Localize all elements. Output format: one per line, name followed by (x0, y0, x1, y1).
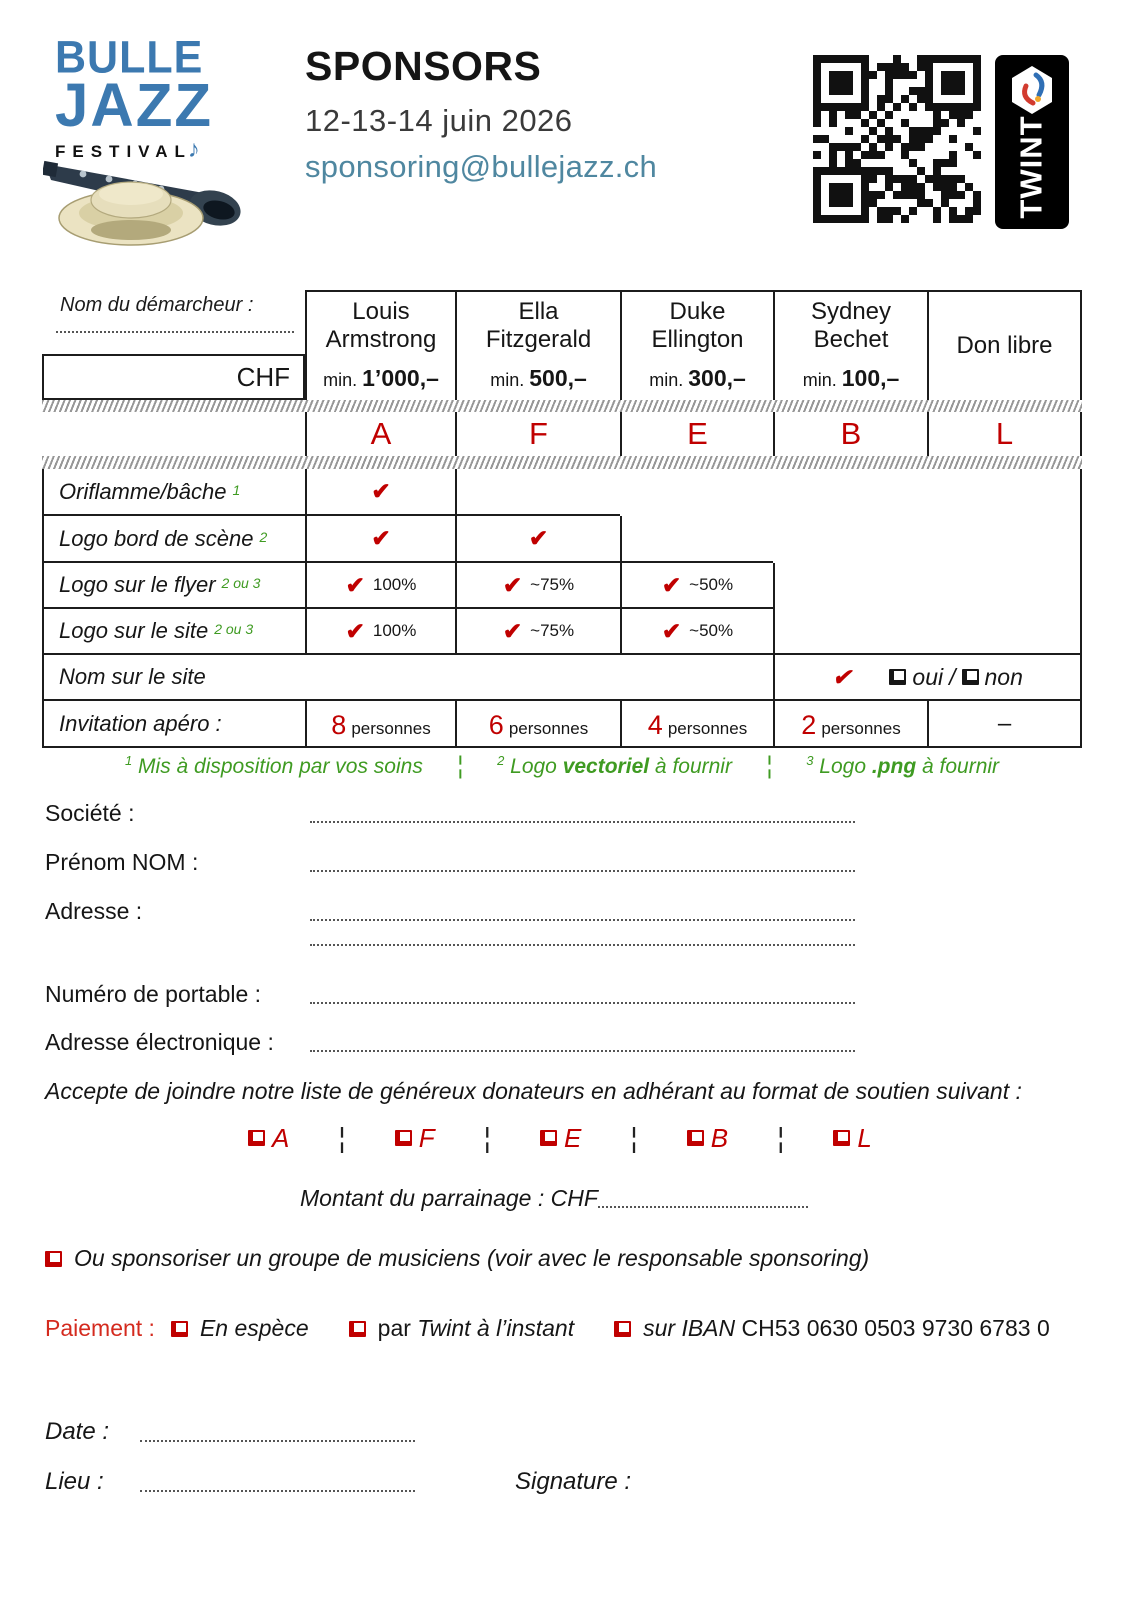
check-icon: ✔ (528, 525, 549, 551)
row-bord-de-scene (42, 516, 1082, 563)
check-icon: ✔ (502, 617, 523, 644)
field-prenom-nom (45, 849, 855, 876)
row-label-text: Invitation apéro : (59, 710, 222, 736)
event-dates: 12-13-14 juin 2026 (305, 103, 573, 139)
field-email (45, 1029, 855, 1056)
option-b[interactable] (687, 1123, 728, 1154)
field-adresse-2 (310, 944, 855, 950)
field-societe (45, 800, 855, 827)
footnote-bold: .png (871, 755, 917, 778)
row-logo-site (42, 609, 1082, 655)
letters-row (42, 412, 1082, 456)
group-sponsor-row (45, 1245, 869, 1272)
email-input-line[interactable] (310, 1050, 855, 1052)
option-separator: ¦ (630, 1122, 638, 1153)
option-separator: ¦ (483, 1122, 491, 1153)
clarinet-hat-image (43, 135, 255, 250)
option-f-checkbox[interactable] (395, 1130, 412, 1146)
min-value: 1’000,– (362, 365, 439, 391)
option-f[interactable] (395, 1123, 435, 1154)
email-label: Adresse électronique : (45, 1029, 274, 1055)
footnote-separator: ¦ (456, 752, 464, 779)
pay-twint-pre: par (377, 1315, 418, 1341)
option-e-label: E (563, 1122, 582, 1153)
oui-non-cell (773, 655, 1082, 701)
check-cell (455, 516, 620, 563)
twint-qr-code (806, 48, 988, 230)
row-label (42, 563, 305, 609)
letter-a: A (305, 412, 455, 456)
sponsor-name (811, 298, 891, 353)
guest-unit: personnes (351, 719, 431, 738)
min-value: 500,– (529, 365, 587, 391)
footnote-text: Logo (819, 755, 872, 778)
apero-cell-dash: – (927, 701, 1082, 748)
letter-f: F (455, 412, 620, 456)
footnote-marker: 1 (232, 481, 241, 498)
check-cell (305, 609, 455, 655)
footnote-2 (497, 753, 732, 779)
empty-cell (620, 516, 773, 563)
row-label-text: Logo sur le flyer (59, 572, 216, 597)
check-cell (620, 609, 773, 655)
row-label-text: Logo bord de scène (59, 525, 254, 551)
check-icon: ✔ (345, 617, 365, 644)
column-header-don-libre (927, 290, 1082, 400)
column-header-ellington (620, 290, 773, 400)
option-a[interactable] (248, 1123, 289, 1154)
row-nom-site (42, 655, 1082, 701)
row-flyer (42, 563, 1082, 609)
footnote-bold: vectoriel (562, 755, 650, 778)
check-icon: ✔ (661, 571, 682, 598)
field-portable (45, 981, 855, 1008)
payment-row (45, 1315, 1050, 1342)
apero-cell (773, 701, 927, 748)
name-line2: Fitzgerald (485, 325, 592, 353)
iban-number: CH53 0630 0503 9730 6783 0 (741, 1315, 1050, 1341)
logo-text-jazz: JAZZ (55, 70, 213, 139)
footnote-text: à fournir (916, 755, 1000, 778)
column-header-bechet (773, 290, 927, 400)
lieu-label: Lieu : (45, 1468, 104, 1495)
min-prefix: min. (649, 370, 684, 390)
option-separator: ¦ (777, 1122, 785, 1153)
lieu-input-line[interactable] (140, 1490, 415, 1492)
logo-text-bulle: BULLE (55, 32, 204, 84)
option-l[interactable] (833, 1123, 871, 1154)
guest-count: 4 (647, 710, 663, 740)
twint-badge (995, 55, 1069, 229)
letter-b: B (773, 412, 927, 456)
prenom-label: Prénom NOM : (45, 849, 199, 875)
row-label (42, 609, 305, 655)
option-e-checkbox[interactable] (540, 1130, 557, 1146)
percent-value: ~50% (689, 575, 734, 594)
chf-label: CHF (236, 361, 290, 392)
chf-box (42, 354, 305, 400)
portable-input-line[interactable] (310, 1002, 855, 1004)
hatch-divider (42, 400, 1082, 412)
date-label: Date : (45, 1418, 110, 1445)
row-label (42, 469, 305, 516)
demarcheur-cell (42, 290, 305, 400)
min-prefix: min. (490, 370, 525, 390)
footnote-text: Mis à disposition par vos soins (138, 755, 423, 778)
check-cell (455, 609, 620, 655)
check-icon: ✔ (371, 478, 391, 504)
footnote-sup: 3 (806, 753, 814, 768)
montant-row (300, 1185, 808, 1212)
check-icon: ✔ (832, 663, 852, 690)
min-value: 100,– (841, 365, 900, 391)
footnote-sup: 2 (497, 753, 505, 768)
name-line2: Ellington (651, 325, 744, 353)
row-label (42, 516, 305, 563)
footnote-text: à fournir (649, 755, 732, 778)
empty-cell (773, 609, 1082, 655)
column-header-armstrong (305, 290, 455, 400)
pay-cash-checkbox[interactable] (171, 1321, 188, 1337)
sponsor-name (651, 298, 743, 353)
logo-festival-word: FESTIVAL (55, 141, 192, 161)
option-a-checkbox[interactable] (248, 1130, 265, 1146)
row-label (42, 655, 773, 701)
adresse-input-line-2[interactable] (310, 944, 855, 946)
letter-l: L (927, 412, 1082, 456)
pay-twint-label (378, 1315, 574, 1342)
name-line1: Louis (352, 298, 410, 325)
adresse-input-line[interactable] (310, 919, 855, 921)
pay-twint-checkbox[interactable] (349, 1321, 366, 1337)
apero-cell (620, 701, 773, 748)
pay-iban-checkbox[interactable] (614, 1321, 631, 1337)
slash-separator: / (949, 663, 956, 690)
non-label: non (984, 663, 1023, 690)
twint-wordmark: TWINT (1014, 115, 1050, 219)
support-options-row (248, 1122, 872, 1154)
group-sponsor-checkbox[interactable] (45, 1251, 62, 1267)
check-icon: ✔ (502, 571, 523, 598)
option-e[interactable] (540, 1123, 581, 1154)
adresse-label: Adresse : (45, 898, 143, 924)
guest-unit: personnes (667, 719, 748, 738)
oui-label: oui (912, 663, 944, 690)
footnote-separator: ¦ (765, 752, 773, 779)
guest-count: 6 (488, 710, 504, 740)
demarcheur-label: Nom du démarcheur : (60, 294, 254, 316)
name-line1: Duke (669, 298, 726, 325)
percent-value: ~50% (689, 621, 734, 640)
music-note-icon: ♪ (187, 135, 207, 163)
table-footnotes (42, 752, 1082, 780)
empty-cell (42, 412, 305, 456)
name-line1: Ella (518, 298, 559, 325)
sponsor-name (486, 298, 591, 353)
row-label-text: Nom sur le site (59, 664, 206, 689)
check-icon: ✔ (371, 525, 391, 551)
sponsoring-email[interactable]: sponsoring@bullejazz.ch (305, 149, 658, 185)
footnote-marker: 2 ou 3 (221, 575, 261, 591)
pay-iban-label (643, 1315, 1050, 1342)
footnote-marker: 2 ou 3 (214, 621, 254, 637)
percent-value: ~75% (530, 575, 575, 594)
pay-cash-label: En espèce (199, 1315, 309, 1341)
option-l-label: L (857, 1122, 872, 1153)
row-label (42, 701, 305, 748)
option-b-label: B (710, 1122, 729, 1153)
name-line2: Bechet (813, 325, 889, 353)
oui-checkbox[interactable] (889, 669, 906, 685)
row-oriflamme (42, 469, 1082, 516)
guest-unit: personnes (508, 719, 589, 738)
twint-wordmark-wrap (995, 111, 1069, 223)
empty-cell (773, 563, 1082, 609)
sponsorship-table (42, 290, 1082, 748)
field-date (45, 1418, 415, 1446)
empty-cell (773, 516, 1082, 563)
check-icon: ✔ (661, 617, 682, 644)
percent-value: ~75% (530, 621, 575, 640)
min-prefix: min. (323, 370, 358, 390)
twint-logo-icon (1009, 65, 1055, 115)
prenom-input-line[interactable] (310, 870, 855, 872)
percent-value: 100% (372, 621, 417, 640)
hatch-divider (42, 456, 1082, 469)
name-line1: Sydney (810, 298, 892, 325)
group-sponsor-label: Ou sponsoriser un groupe de musiciens (voir avec le responsable sponsoring) (74, 1245, 870, 1271)
date-input-line[interactable] (140, 1440, 415, 1442)
empty-cell (620, 469, 1082, 516)
header-title-block (305, 44, 657, 185)
empty-cell (455, 469, 620, 516)
row-label-text: Logo sur le site (59, 618, 209, 643)
check-icon: ✔ (345, 571, 365, 598)
option-separator: ¦ (338, 1122, 346, 1153)
montant-input-line[interactable] (598, 1206, 808, 1208)
row-label-text: Oriflamme/bâche (59, 478, 227, 504)
pay-twint-italic: Twint à l’instant (417, 1315, 575, 1341)
pay-iban-italic: sur IBAN (643, 1315, 742, 1341)
min-amount (323, 365, 439, 392)
portable-label: Numéro de portable : (45, 981, 262, 1007)
check-cell (305, 469, 455, 516)
montant-label: Montant du parrainage : CHF (300, 1185, 598, 1211)
table-header-row (42, 290, 1082, 400)
accept-line: Accepte de joindre notre liste de généreux donateurs en adhérant au format de soutien suivant : (45, 1078, 1022, 1104)
footnote-sup: 1 (124, 753, 133, 768)
column-header-fitzgerald (455, 290, 620, 400)
option-a-label: A (272, 1122, 290, 1153)
min-amount (490, 365, 587, 392)
min-prefix: min. (802, 370, 837, 390)
guest-unit: personnes (821, 719, 901, 738)
footnote-marker: 2 (259, 528, 268, 545)
letter-e: E (620, 412, 773, 456)
footnote-1 (125, 753, 423, 779)
option-f-label: F (418, 1122, 435, 1153)
demarcheur-input-line[interactable] (56, 331, 294, 333)
apero-cell (455, 701, 620, 748)
field-lieu (45, 1468, 415, 1496)
option-l-checkbox[interactable] (833, 1130, 850, 1146)
footnote-text: Logo (510, 755, 563, 778)
festival-logo (55, 32, 265, 233)
field-adresse (45, 898, 855, 925)
footnote-3 (806, 753, 999, 779)
check-cell (305, 516, 455, 563)
check-cell (455, 563, 620, 609)
apero-cell (305, 701, 455, 748)
signature-label: Signature : (515, 1468, 632, 1495)
check-cell (305, 563, 455, 609)
min-amount (649, 365, 746, 392)
societe-label: Société : (45, 800, 135, 826)
societe-input-line[interactable] (310, 821, 855, 823)
sponsor-name: Don libre (956, 332, 1053, 359)
percent-value: 100% (372, 575, 417, 594)
sponsor-name (326, 298, 437, 353)
guest-count: 2 (801, 710, 817, 740)
paiement-label: Paiement : (45, 1315, 155, 1341)
name-line2: Armstrong (325, 325, 437, 353)
row-invitation-apero (42, 701, 1082, 748)
check-cell (620, 563, 773, 609)
page-title: SPONSORS (305, 43, 542, 89)
min-value: 300,– (688, 365, 746, 391)
guest-count: 8 (331, 710, 347, 740)
non-checkbox[interactable] (962, 669, 979, 685)
min-amount (803, 365, 900, 392)
option-b-checkbox[interactable] (687, 1130, 704, 1146)
